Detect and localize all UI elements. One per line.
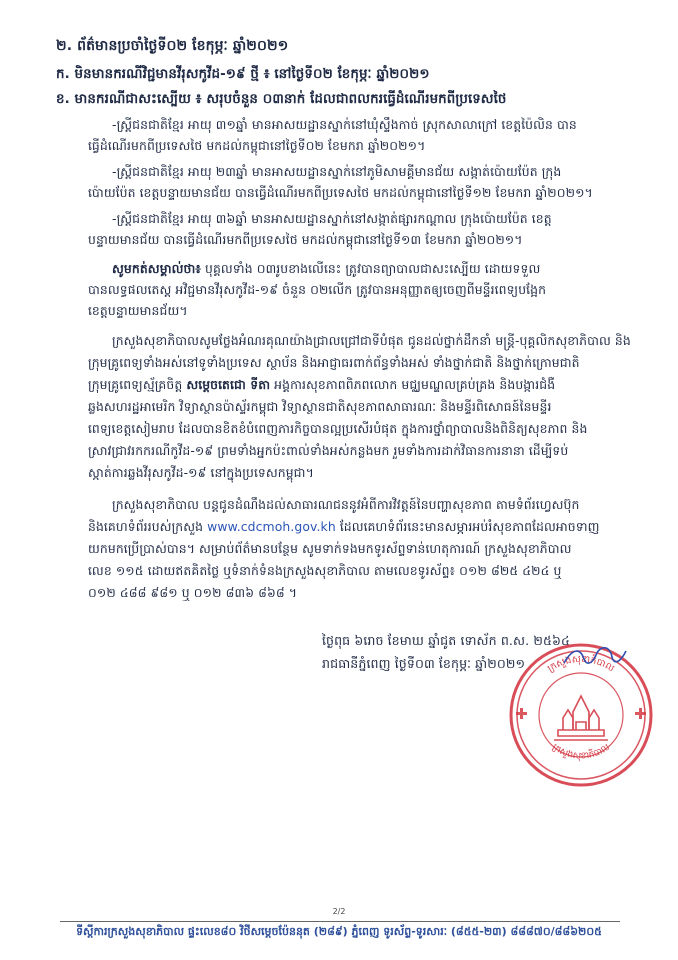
- page-number: 2/2: [332, 907, 346, 916]
- note-label: សូមកត់សម្គាល់ថា៖: [112, 261, 201, 276]
- subsection-b: ខ. មានករណីជាសះស្បើយ ៖ សរុបចំនួន ០៣នាក់ ដែលជាពលករធ្វើដំណើរមកពីប្រទេសថៃ: [56, 92, 507, 107]
- angkor-temple-icon: [554, 696, 608, 740]
- bullet-3-line-1: -ស្ត្រីជនជាតិខ្មែរ អាយុ ៣៦ឆ្នាំ មានអាសយដ្ឋានស្នាក់នៅសង្កាត់ផ្សារកណ្តាល ក្រុងប៉ោយប៉ែត ខេត្ត: [112, 211, 552, 226]
- footer-address: ទីស្តីការក្រសួងសុខាភិបាល ផ្ទះលេខ៨០ វិថីសម្តេចប៉ែននុត (២៨៩) ភ្នំពេញ ទូរស័ព្ទ-ទូរសារៈ (៨៥៥-២៣) ៨៨៨៧០/៨៨៦២០៥: [76, 925, 602, 938]
- info-line-4: លេខ ១១៥ ដោយឥតគិតថ្លៃ ឬទំនាក់ទំនងក្រសួងសុខាភិបាល តាមលេខទូរស័ព្ទ៖ ០១២ ៨២៥ ៤២៤ ឬ: [88, 563, 562, 578]
- info-line-1: ក្រសួងសុខាភិបាល បន្តជូនដំណឹងដល់សាធារណជននូវអំពីការវិវត្តន៍នៃបញ្ហាសុខភាព តាមទំព័រហ្វេសប៊ុក: [112, 497, 580, 512]
- thanks-line-5: ពេទ្យខេត្តសៀមរាប ដែលបានខិតខំបំពេញភារកិច្ចបានល្អប្រសើរបំផុត ក្នុងការថ្នាំព្យាបាលនិងពិនិត្យសុខភាព និង: [88, 421, 588, 436]
- thanks-line-4: ឆ្លងសហរដ្ឋអាមេរិក វិទ្យាស្ថានប៉ាស្ទ័រកម្ពុជា វិទ្យាស្ថានជាតិសុខភាពសាធារណៈ និងមន្ទីរពិសោធន៍នៃមន្ទីរ: [88, 399, 552, 414]
- section-heading: ២. ព័ត៌មានប្រចាំថ្ងៃទី០២ ខែកុម្ភៈ ឆ្នាំ២០២១: [56, 38, 289, 54]
- date-lunar: ថ្ងៃពុធ ៦រោច ខែមាឃ ឆ្នាំជូត ទោស័ក ព.ស. ២៥៦៤: [322, 633, 570, 648]
- date-solar: រាជធានីភ្នំពេញ ថ្ងៃទី០៣ ខែកុម្ភៈ ឆ្នាំ២០២១: [322, 656, 526, 671]
- note-line-2: បានលទ្ធផលតេស្ត អវិជ្ជមានវីរុសកូវីដ-១៩ ចំនួន ០២លើក ត្រូវបានអនុញ្ញាតឲ្យចេញពីមន្ទីរពេទ្យបង្អែក: [88, 282, 547, 297]
- info-line-5: ០១២ ៤៨៨ ៩៨១ ឬ ០១២ ៨៣៦ ៨៦៨ ។: [88, 585, 298, 600]
- bullet-3-line-2: បន្ទាយមានជ័យ បានធ្វើដំណើរមកពីប្រទេសថៃ មកដល់កម្ពុជានៅថ្ងៃទី១៣ ខែមករា ឆ្នាំ២០២១។: [88, 232, 523, 247]
- thanks-text-3a: ក្រុមគ្រូពេទ្យស្ម័គ្រចិត្ត: [88, 377, 187, 392]
- bullet-1-line-1: -ស្ត្រីជនជាតិខ្មែរ អាយុ ៣១ឆ្នាំ មានអាសយដ្ឋានស្នាក់នៅឃុំស្ទឹងកាច់ ស្រុកសាលាក្រៅ ខេត្តប៉ៃលិន បាន: [112, 117, 577, 132]
- thanks-text-3c: អង្គការសុខភាពពិភពលោក មជ្ឈមណ្ឌលគ្រប់គ្រង និងបង្ការជំងឺ: [270, 377, 556, 392]
- thanks-line-7: ស្កាត់ការឆ្លងវីរុសកូវីដ-១៩ នៅក្នុងប្រទេសកម្ពុជា។: [88, 465, 314, 480]
- bullet-1-line-2: ធ្វើដំណើរមកពីប្រទេសថៃ មកដល់កម្ពុជានៅថ្ងៃទី០២ ខែមករា ឆ្នាំ២០២១។: [88, 138, 426, 153]
- seal-text-top: ក្រសួងសុខាភិបាល: [545, 653, 617, 675]
- thanks-line-2: ក្រុមគ្រូពេទ្យទាំងអស់នៅទូទាំងប្រទេស ស្ថាប័ន និងអាជ្ញាធរពាក់ព័ន្ធទាំងអស់ ទាំងថ្នាក់ជាតិ និងថ្នាក់ក្រោមជាតិ: [88, 355, 580, 370]
- volunteer-doctors-name: សម្តេចតេជោ ទីតា: [186, 377, 271, 392]
- note-line-1: [112, 259, 540, 279]
- website-link[interactable]: www.cdcmoh.gov.kh: [207, 519, 336, 534]
- info-text-2b: ដែលគេហទំព័រនេះមានសម្ភារអប់រំសុខភាពដែលអាចទាញ: [335, 519, 600, 534]
- bullet-2-line-2: ប៉ោយប៉ែត ខេត្តបន្ទាយមានជ័យ បានធ្វើដំណើរមកពីប្រទេសថៃ មកដល់កម្ពុជានៅថ្ងៃទី១២ ខែមករា ឆ្នាំ២០២១។: [88, 185, 593, 200]
- info-text-2a: និងគេហទំព័ររបស់ក្រសួង: [88, 519, 208, 534]
- info-line-3: យកមកប្រើប្រាស់បាន។ សម្រាប់ព័ត៌មានបន្ថែម សូមទាក់ទងមកទូរស័ព្ទទាន់ហេតុការណ៍ ក្រសួងសុខាភិបាល: [88, 541, 572, 556]
- subsection-a: ក. មិនមានករណីវិជ្ជមានវីរុសកូវីដ-១៩ ថ្មី ៖ នៅថ្ងៃទី០២ ខែកុម្ភៈ ឆ្នាំ២០២១: [56, 67, 430, 82]
- thanks-line-1: ក្រសួងសុខាភិបាលសូមថ្លែងអំណរគុណយ៉ាងជ្រាលជ្រៅជាទីបំផុត ជូនដល់ថ្នាក់ដឹកនាំ មន្ត្រី-បុគ្គលិកសុខាភិបាល និង: [112, 333, 631, 348]
- note-text-1: បុគ្គលទាំង ០៣រូបខាងលើនេះ ត្រូវបានព្យាបាលជាសះស្បើយ ដោយទទួល: [200, 261, 541, 276]
- footer-divider: [60, 921, 620, 922]
- thanks-line-6: ស្រាវជ្រាវរកករណីកូវីដ-១៩ ព្រមទាំងអ្នកប៉ះពាល់ទាំងអស់កន្លងមក រួមទាំងការដាក់វិធានការនានា ដើម្បីទប់: [88, 443, 569, 458]
- seal-text-bottom: ក្រសួងសុខាភិបាល: [550, 742, 612, 762]
- bullet-2-line-1: -ស្ត្រីជនជាតិខ្មែរ អាយុ ២៣ឆ្នាំ មានអាសយដ្ឋានស្នាក់នៅភូមិសាមគ្គីមានជ័យ សង្កាត់ប៉ោយប៉ែត ក្រុង: [112, 164, 562, 179]
- signature-mark: [560, 635, 630, 675]
- info-line-2: [88, 517, 600, 537]
- thanks-line-3: [88, 375, 555, 395]
- note-line-3: ខេត្តបន្ទាយមានជ័យ។: [88, 303, 188, 318]
